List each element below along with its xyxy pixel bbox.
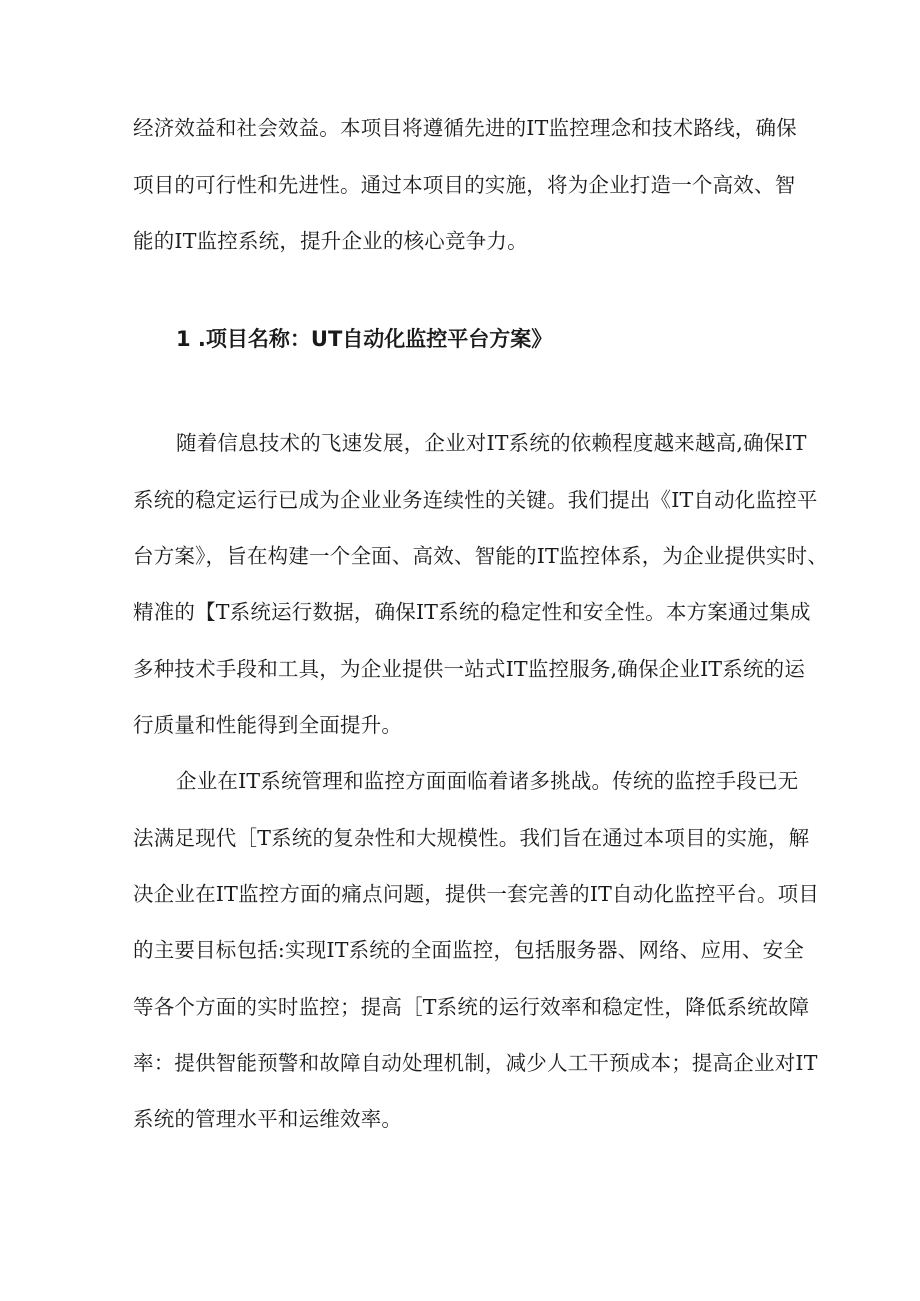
text-line: 随着信息技术的飞速发展，企业对IT系统的依赖程度越来越高,确保IT: [176, 431, 807, 455]
text-line: 经济效益和社会效益。本项目将遵循先进的IT监控理念和技术路线，确保: [133, 116, 797, 140]
text-line: 精准的【T系统运行数据，确保IT系统的稳定性和安全性。本方案通过集成: [133, 600, 811, 624]
text-line: 行质量和性能得到全面提升。: [133, 713, 403, 737]
section-heading: 1 .项目名称：UT自动化监控平台方案》: [176, 327, 553, 351]
text-line: 多种技术手段和工具，为企业提供一站式IT监控服务,确保企业IT系统的运: [133, 657, 806, 681]
text-line: 决企业在IT监控方面的痛点问题，提供一套完善的IT自动化监控平台。项目: [133, 882, 820, 906]
text-line: 系统的管理水平和运维效率。: [133, 1107, 403, 1131]
text-line: 的主要目标包括:实现IT系统的全面监控，包括服务器、网络、应用、安全: [133, 938, 804, 962]
text-line: 系统的稳定运行已成为企业业务连续性的关键。我们提出《IT自动化监控平: [133, 488, 818, 512]
text-line: 台方案》，旨在构建一个全面、高效、智能的IT监控体系，为企业提供实时、: [133, 544, 829, 568]
text-line: 等各个方面的实时监控；提高［T系统的运行效率和稳定性，降低系统故障: [133, 995, 810, 1019]
text-line: 法满足现代［T系统的复杂性和大规模性。我们旨在通过本项目的实施，解: [133, 826, 810, 850]
text-line: 项目的可行性和先进性。通过本项目的实施，将为企业打造一个高效、智: [133, 173, 796, 197]
text-line: 能的IT监控系统，提升企业的核心竞争力。: [133, 229, 528, 253]
text-line: 率：提供智能预警和故障自动处理机制，减少人工干预成本；提高企业对IT: [133, 1051, 818, 1075]
text-line: 企业在IT系统管理和监控方面面临着诸多挑战。传统的监控手段已无: [176, 769, 799, 793]
